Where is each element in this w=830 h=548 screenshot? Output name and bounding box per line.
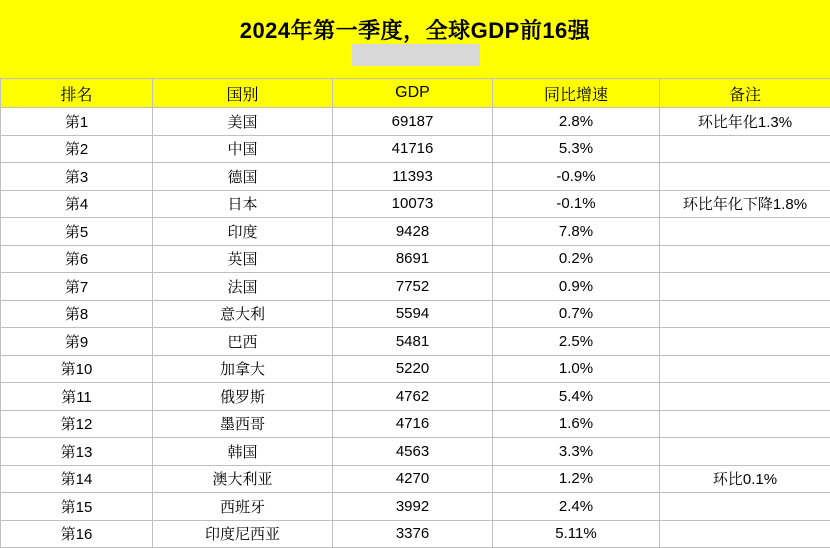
cell-country: 墨西哥 (153, 410, 333, 438)
cell-note: 环比年化下降1.8% (660, 190, 830, 218)
gdp-table (0, 78, 830, 548)
cell-growth: 5.11% (493, 520, 660, 548)
cell-country: 德国 (153, 163, 333, 191)
table-row (1, 190, 830, 218)
cell-rank: 第15 (1, 493, 153, 521)
table-row (1, 493, 830, 521)
cell-note (660, 300, 830, 328)
cell-country: 法国 (153, 273, 333, 301)
cell-growth: 1.2% (493, 465, 660, 493)
cell-note (660, 273, 830, 301)
cell-gdp: 4762 (333, 383, 493, 411)
cell-rank: 第5 (1, 218, 153, 246)
column-header-growth: 同比增速 (493, 79, 660, 108)
table-header-row (1, 79, 830, 108)
cell-rank: 第6 (1, 245, 153, 273)
cell-growth: -0.1% (493, 190, 660, 218)
cell-rank: 第13 (1, 438, 153, 466)
cell-country: 澳大利亚 (153, 465, 333, 493)
cell-note: 环比0.1% (660, 465, 830, 493)
cell-growth: 3.3% (493, 438, 660, 466)
cell-growth: 7.8% (493, 218, 660, 246)
cell-country: 中国 (153, 135, 333, 163)
table-row (1, 465, 830, 493)
cell-rank: 第3 (1, 163, 153, 191)
cell-gdp: 9428 (333, 218, 493, 246)
cell-note (660, 383, 830, 411)
cell-growth: 2.5% (493, 328, 660, 356)
cell-gdp: 4563 (333, 438, 493, 466)
cell-country: 日本 (153, 190, 333, 218)
table-row (1, 355, 830, 383)
table-row (1, 383, 830, 411)
table-row (1, 438, 830, 466)
cell-growth: 1.6% (493, 410, 660, 438)
table-row (1, 300, 830, 328)
table-body (1, 108, 830, 548)
cell-country: 加拿大 (153, 355, 333, 383)
cell-growth: -0.9% (493, 163, 660, 191)
cell-country: 美国 (153, 108, 333, 136)
column-header-gdp: GDP (333, 79, 493, 108)
cell-rank: 第16 (1, 520, 153, 548)
cell-gdp: 4270 (333, 465, 493, 493)
cell-gdp: 3992 (333, 493, 493, 521)
cell-country: 俄罗斯 (153, 383, 333, 411)
cell-gdp: 5481 (333, 328, 493, 356)
cell-growth: 0.2% (493, 245, 660, 273)
cell-growth: 1.0% (493, 355, 660, 383)
cell-country: 印度 (153, 218, 333, 246)
cell-gdp: 3376 (333, 520, 493, 548)
cell-growth: 2.8% (493, 108, 660, 136)
cell-country: 意大利 (153, 300, 333, 328)
table-row (1, 328, 830, 356)
cell-gdp: 10073 (333, 190, 493, 218)
cell-gdp: 5220 (333, 355, 493, 383)
table-row (1, 410, 830, 438)
cell-gdp: 5594 (333, 300, 493, 328)
cell-rank: 第4 (1, 190, 153, 218)
table-row (1, 135, 830, 163)
cell-note (660, 218, 830, 246)
page-title: 2024年第一季度，全球GDP前16强 (0, 14, 830, 45)
cell-growth: 5.3% (493, 135, 660, 163)
cell-country: 印度尼西亚 (153, 520, 333, 548)
cell-growth: 2.4% (493, 493, 660, 521)
table-row (1, 108, 830, 136)
table-row (1, 163, 830, 191)
cell-gdp: 69187 (333, 108, 493, 136)
redacted-block (352, 44, 480, 66)
cell-note (660, 355, 830, 383)
title-band (0, 0, 830, 78)
cell-gdp: 4716 (333, 410, 493, 438)
cell-note (660, 135, 830, 163)
cell-rank: 第14 (1, 465, 153, 493)
cell-gdp: 8691 (333, 245, 493, 273)
cell-note (660, 520, 830, 548)
cell-growth: 0.9% (493, 273, 660, 301)
cell-growth: 5.4% (493, 383, 660, 411)
cell-note (660, 438, 830, 466)
column-header-rank: 排名 (1, 79, 153, 108)
cell-gdp: 7752 (333, 273, 493, 301)
cell-growth: 0.7% (493, 300, 660, 328)
cell-rank: 第11 (1, 383, 153, 411)
cell-country: 英国 (153, 245, 333, 273)
cell-gdp: 41716 (333, 135, 493, 163)
table-row (1, 520, 830, 548)
column-header-note: 备注 (660, 79, 830, 108)
cell-note (660, 410, 830, 438)
cell-rank: 第9 (1, 328, 153, 356)
cell-note (660, 328, 830, 356)
cell-rank: 第7 (1, 273, 153, 301)
cell-rank: 第10 (1, 355, 153, 383)
cell-country: 韩国 (153, 438, 333, 466)
cell-note (660, 163, 830, 191)
cell-note (660, 493, 830, 521)
cell-note (660, 245, 830, 273)
table-row (1, 273, 830, 301)
column-header-country: 国别 (153, 79, 333, 108)
cell-rank: 第1 (1, 108, 153, 136)
table-row (1, 245, 830, 273)
cell-rank: 第12 (1, 410, 153, 438)
cell-rank: 第8 (1, 300, 153, 328)
cell-country: 西班牙 (153, 493, 333, 521)
cell-country: 巴西 (153, 328, 333, 356)
cell-note: 环比年化1.3% (660, 108, 830, 136)
table-row (1, 218, 830, 246)
cell-rank: 第2 (1, 135, 153, 163)
table-header (1, 79, 830, 108)
cell-gdp: 11393 (333, 163, 493, 191)
